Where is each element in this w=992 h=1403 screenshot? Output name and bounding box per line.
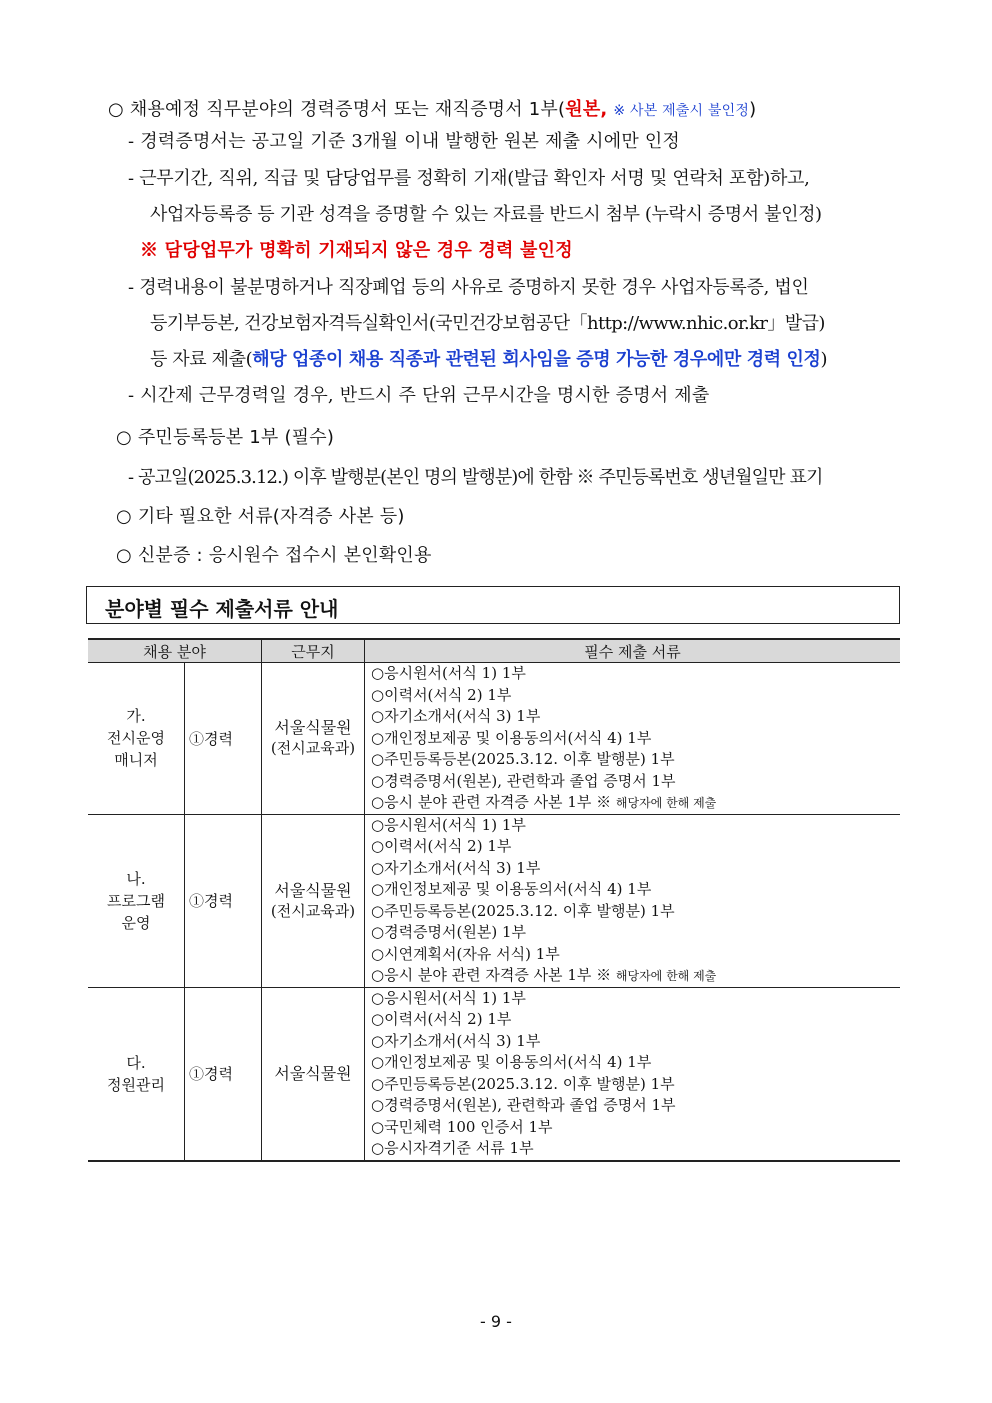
list-item: ○이력서(서식 2) 1부 (371, 1010, 512, 1028)
list-item: ○개인정보제공 및 이용동의서(서식 4) 1부 (371, 728, 652, 747)
table-row (88, 663, 900, 815)
list-item: ○경력증명서(원본), 관련학과 졸업 증명서 1부 (371, 771, 676, 790)
list-item: ○응시 분야 관련 자격증 사본 1부 ※ 해당자에 한해 제출 (371, 793, 717, 811)
location-cell: 서울식물원 (전시교육과) (262, 814, 365, 987)
header-field: 채용 분야 (88, 639, 262, 663)
type-cell: ①경력 (185, 663, 262, 815)
list-item: ○주민등록등본(2025.3.12. 이후 발행분) 1부 (371, 1074, 675, 1093)
list-item: ○자기소개서(서식 3) 1부 (371, 1031, 541, 1050)
list-item: ○주민등록등본(2025.3.12. 이후 발행분) 1부 (371, 901, 675, 920)
list-item: ○자기소개서(서식 3) 1부 (371, 858, 541, 877)
section1-sub2a: - 근무기간, 직위, 직급 및 담당업무를 정확히 기재(발급 확인자 서명 및 연락처 포함)하고, (128, 168, 810, 189)
header-location: 근무지 (262, 639, 365, 663)
documents-cell (365, 987, 901, 1161)
type-cell: ①경력 (185, 987, 262, 1161)
documents-cell (365, 663, 901, 815)
table-row (88, 814, 900, 987)
list-item: ○개인정보제공 및 이용동의서(서식 4) 1부 (371, 1053, 652, 1071)
applicable-note: 해당자에 한해 제출 (615, 969, 717, 983)
section2-sub: - 공고일(2025.3.12.) 이후 발행분(본인 명의 발행분)에 한함 ※ 주민등록번호 생년월일만 표기 (128, 467, 823, 488)
list-item: ○이력서(서식 2) 1부 (371, 837, 512, 855)
section1-sub2b: 사업자등록증 등 기관 성격을 증명할 수 있는 자료를 반드시 첨부 (누락시 증명서 불인정) (150, 204, 822, 225)
applicable-note: 해당자에 한해 제출 (615, 796, 717, 810)
section1-sub4: - 시간제 근무경력일 경우, 반드시 주 단위 근무시간을 명시한 증명서 제출 (128, 385, 710, 406)
documents-cell (365, 814, 901, 987)
field-cell: 나. 프로그램 운영 (88, 814, 185, 987)
type-cell: ①경력 (185, 814, 262, 987)
list-item: ○개인정보제공 및 이용동의서(서식 4) 1부 (371, 880, 652, 898)
documents-guide-title: 분야별 필수 제출서류 안내 (105, 597, 339, 621)
bullet-icon: ○ (116, 427, 132, 448)
list-item: ○경력증명서(원본), 관련학과 졸업 증명서 1부 (371, 1096, 676, 1114)
section4-heading: ○ 신분증 : 응시원수 접수시 본인확인용 (116, 545, 432, 566)
list-item: ○국민체력 100 인증서 1부 (371, 1117, 553, 1136)
career-condition: 해당 업종이 채용 직종과 관련된 회사임을 증명 가능한 경우에만 경력 인정 (252, 349, 821, 370)
documents-guide-box (86, 586, 900, 624)
list-item: ○응시원서(서식 1) 1부 (371, 664, 526, 682)
section1-heading: ○ 채용예정 직무분야의 경력증명서 또는 재직증명서 1부(원본, ※ 사본 제출시 불인정) (108, 99, 757, 120)
list-item: ○응시원서(서식 1) 1부 (371, 815, 526, 834)
section1-sub3a: - 경력내용이 불분명하거나 직장폐업 등의 사유로 증명하지 못한 경우 사업자등록증, 법인 (128, 277, 809, 298)
list-item: ○경력증명서(원본) 1부 (371, 923, 527, 941)
list-item: ○시연계획서(자유 서식) 1부 (371, 944, 560, 963)
field-cell: 가. 전시운영 매니저 (88, 663, 185, 815)
original-label: 원본, (565, 99, 608, 120)
field-cell: 다. 정원관리 (88, 987, 185, 1161)
location-cell: 서울식물원 (262, 987, 365, 1161)
career-warning: ※ 담당업무가 명확히 기재되지 않은 경우 경력 불인정 (140, 240, 573, 261)
copy-note: ※ 사본 제출시 불인정 (613, 103, 750, 119)
list-item: ○자기소개서(서식 3) 1부 (371, 707, 541, 725)
bullet-icon: ○ (116, 545, 132, 566)
header-documents: 필수 제출 서류 (365, 639, 901, 663)
list-item: ○응시 분야 관련 자격증 사본 1부 ※ 해당자에 한해 제출 (371, 966, 717, 984)
bullet-icon: ○ (108, 99, 124, 120)
list-item: ○응시원서(서식 1) 1부 (371, 988, 526, 1007)
section1-sub3c: 등 자료 제출(해당 업종이 채용 직종과 관련된 회사임을 증명 가능한 경우에만 경력 인정) (150, 349, 828, 370)
bullet-icon: ○ (116, 506, 132, 527)
requirements-table (88, 638, 900, 1162)
section1-sub3b: 등기부등본, 건강보험자격득실확인서(국민건강보험공단「http://www.nhic.or.kr」발급) (150, 313, 825, 334)
table-row (88, 987, 900, 1161)
section2-heading: ○ 주민등록등본 1부 (필수) (116, 427, 335, 448)
page-number: - 9 - (480, 1312, 512, 1331)
section3-heading: ○ 기타 필요한 서류(자격증 사본 등) (116, 506, 405, 527)
section1-sub1: - 경력증명서는 공고일 기준 3개월 이내 발행한 원본 제출 시에만 인정 (128, 131, 681, 152)
list-item: ○응시자격기준 서류 1부 (371, 1139, 534, 1157)
list-item: ○주민등록등본(2025.3.12. 이후 발행분) 1부 (371, 750, 675, 768)
list-item: ○이력서(서식 2) 1부 (371, 685, 512, 704)
table-header-row (88, 639, 900, 663)
location-cell: 서울식물원 (전시교육과) (262, 663, 365, 815)
